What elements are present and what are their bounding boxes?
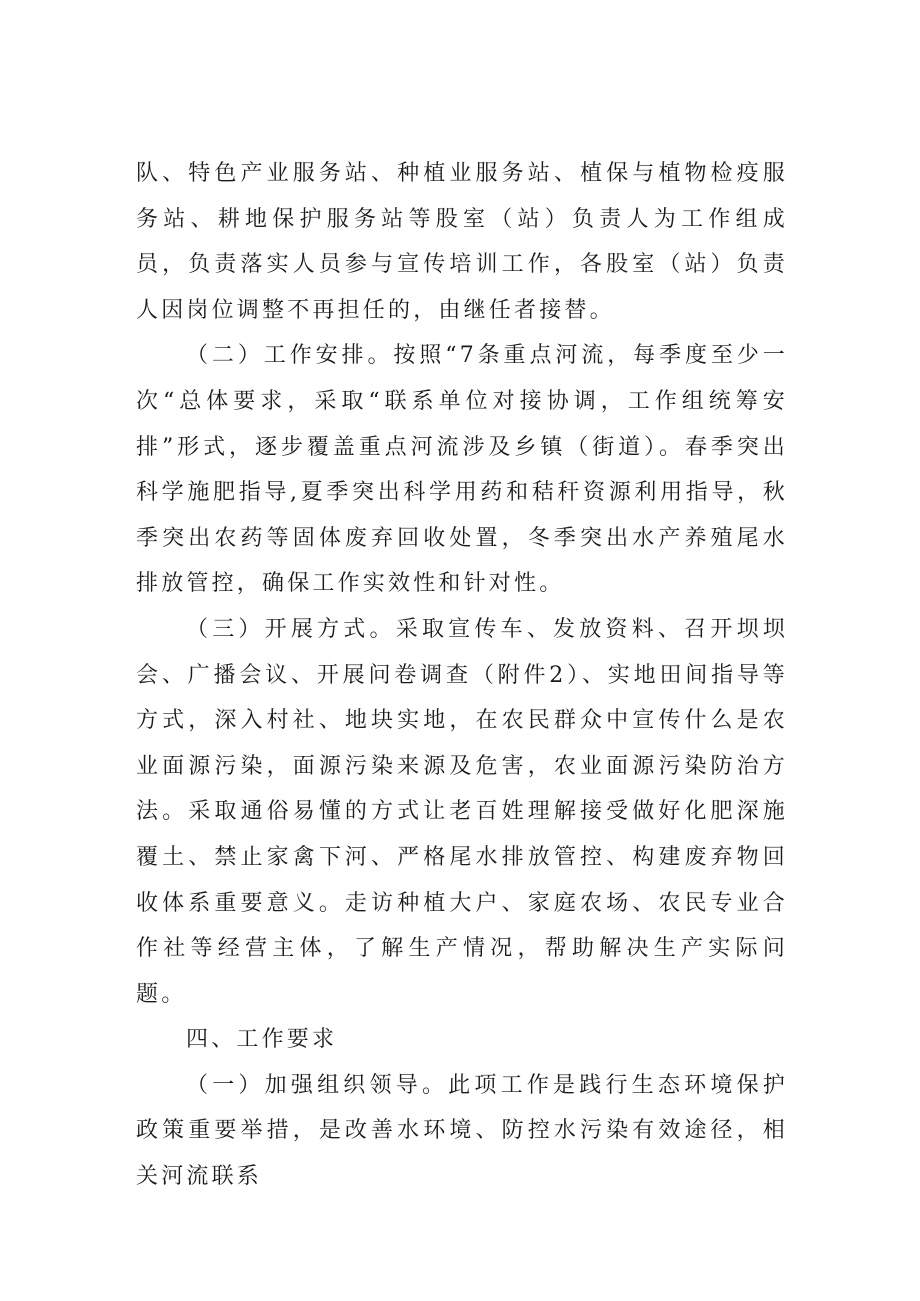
paragraph-implementation-methods: （三）开展方式。采取宣传车、发放资料、召开坝坝会、广播会议、开展问卷调查（附件2）、实地田间指导等方式，深入村社、地块实地，在农民群众中宣传什么是农业面源污染，面源污染来源及危害，农业面源污染防治方法。采取通俗易懂的方式让老百姓理解接受做好化肥深施覆土、禁止家禽下河、严格尾水排放管控、构建废弃物回收体系重要意义。走访种植大户、家庭农场、农民专业合作社等经营主体，了解生产情况，帮助解决生产实际问题。 (136, 616, 788, 1007)
paragraph-continued-team-members: 队、特色产业服务站、种植业服务站、植保与植物检疫服务站、耕地保护服务站等股室（站）负责人为工作组成员，负责落实人员参与宣传培训工作，各股室（站）负责人因岗位调整不再担任的，由继任者接替。 (136, 161, 788, 323)
paragraph-work-arrangement: （二）工作安排。按照“7条重点河流，每季度至少一次“总体要求，采取“联系单位对接协调，工作组统筹安排”形式，逐步覆盖重点河流涉及乡镇（街道）。春季突出科学施肥指导,夏季突出科学用药和秸秆资源利用指导，秋季突出农药等固体废弃回收处置，冬季突出水产养殖尾水排放管控，确保工作实效性和针对性。 (136, 343, 788, 597)
section-heading-work-requirements: 四、工作要求 (186, 1027, 338, 1053)
document-body (136, 151, 788, 1200)
paragraph-strengthen-leadership: （一）加强组织领导。此项工作是践行生态环境保护政策重要举措，是改善水环境、防控水污染有效途径，相关河流联系 (136, 1072, 788, 1190)
